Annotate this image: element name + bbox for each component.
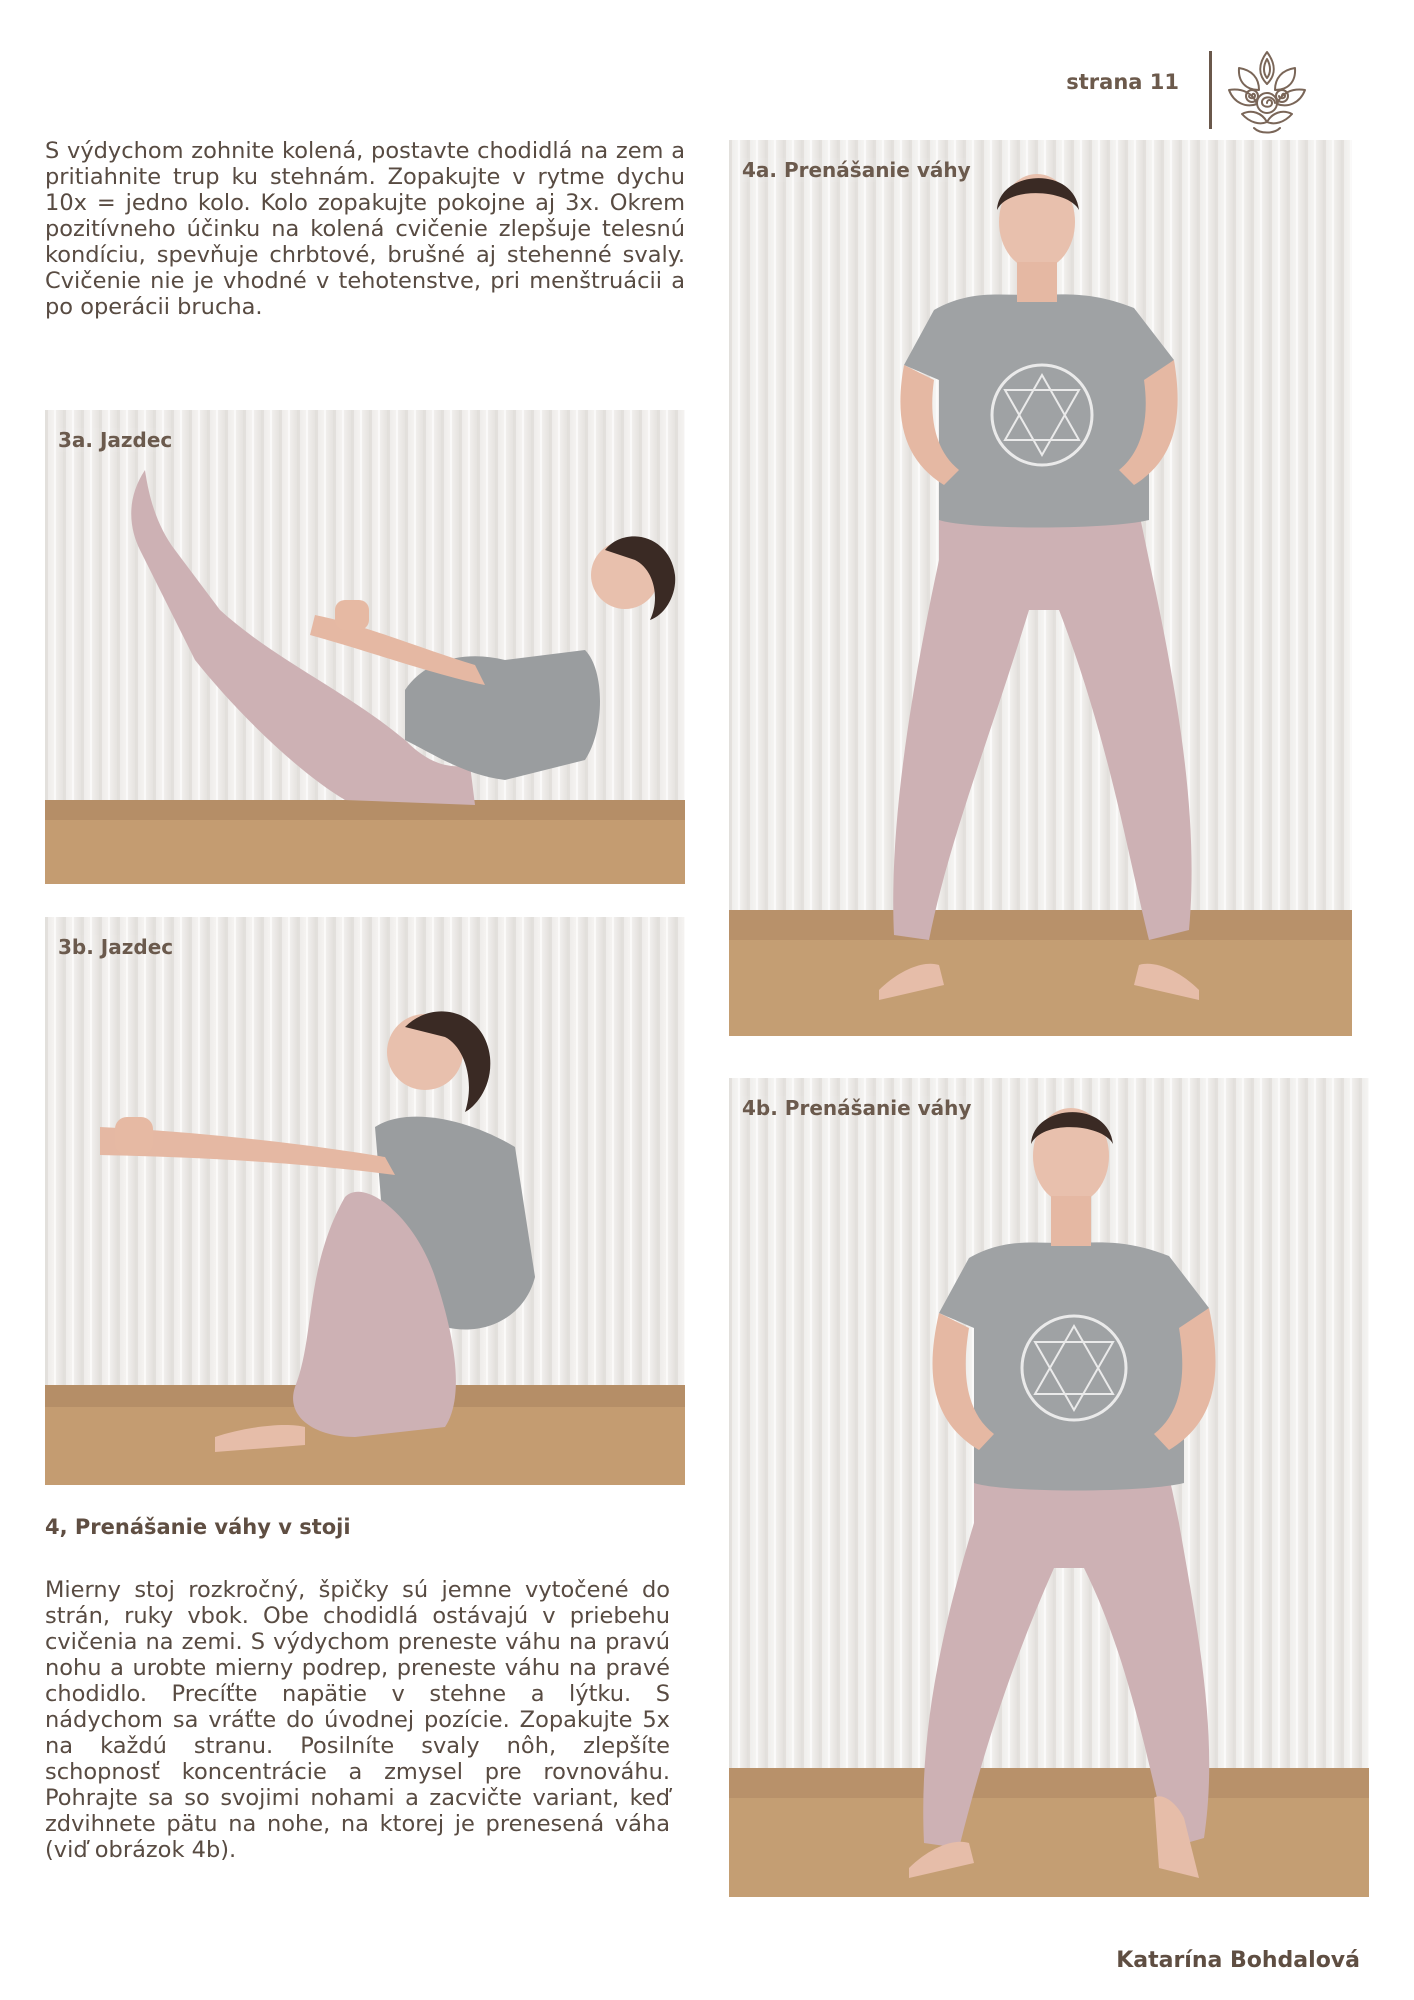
- photo-3a-label: 3a. Jazdec: [58, 428, 173, 452]
- photo-4a-prenasanie-vahy: [729, 140, 1352, 1036]
- page-number: strana 11: [1066, 70, 1179, 94]
- photo-3b-illustration: [45, 917, 685, 1485]
- photo-3a-illustration: [45, 410, 685, 884]
- page-header: [1034, 48, 1334, 138]
- lotus-flower-icon: [1224, 48, 1310, 136]
- photo-3a-jazdec: [45, 410, 685, 884]
- photo-4b-prenasanie-vahy: [729, 1078, 1369, 1897]
- photo-4b-label: 4b. Prenášanie váhy: [742, 1096, 972, 1120]
- section-heading: 4, Prenášanie váhy v stoji: [45, 1515, 351, 1539]
- author-name: Katarína Bohdalová: [1116, 1948, 1360, 1973]
- photo-4a-illustration: [729, 140, 1352, 1036]
- intro-paragraph: S výdychom zohnite kolená, postavte chodidlá na zem a pritiahnite trup ku stehnám. Zopakujte v rytme dychu 10x = jedno kolo. Kolo zopakujte pokojne aj 3x. Okrem pozitívneho účinku na kolená cvičenie zlepšuje telesnú kondíciu, spevňuje chrbtové, brušné aj stehenné svaly. Cvičenie nie je vhodné v tehotenstve, pri menštruácii a po operácii brucha.: [45, 138, 685, 320]
- section-paragraph: Mierny stoj rozkročný, špičky sú jemne vytočené do strán, ruky vbok. Obe chodidlá ostávajú v priebehu cvičenia na zemi. S výdychom preneste váhu na pravú nohu a urobte mierny podrep, preneste váhu na pravé chodidlo. Precíťte napätie v stehne a lýtku. S nádychom sa vráťte do úvodnej pozície. Zopakujte 5x na každú stranu. Posilníte svaly nôh, zlepšíte schopnosť koncentrácie a zmysel pre rovnováhu. Pohrajte sa so svojimi nohami a zacvičte variant, keď zdvihnete pätu na nohe, na ktorej je prenesená váha (viď obrázok 4b).: [45, 1577, 670, 1863]
- photo-4b-illustration: [729, 1078, 1369, 1897]
- photo-4a-label: 4a. Prenášanie váhy: [742, 158, 971, 182]
- photo-3b-jazdec: [45, 917, 685, 1485]
- photo-3b-label: 3b. Jazdec: [58, 935, 174, 959]
- header-divider: [1209, 51, 1212, 129]
